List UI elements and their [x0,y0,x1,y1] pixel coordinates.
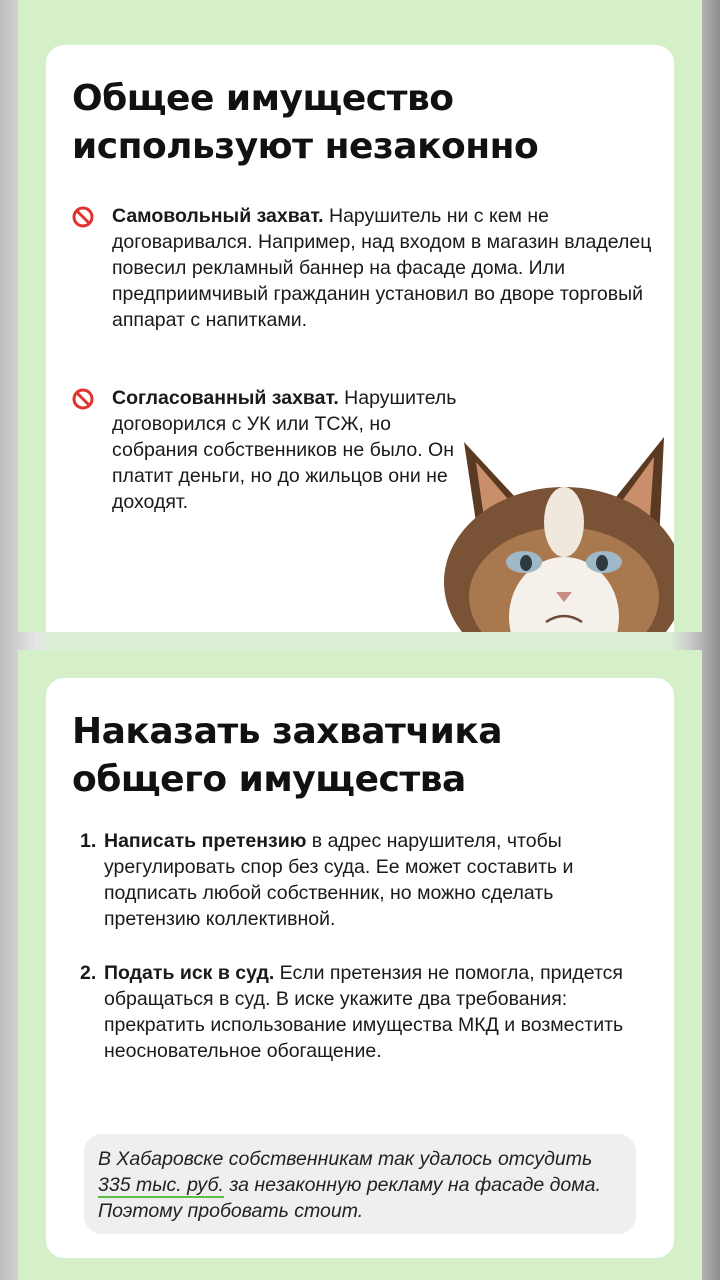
item-text: Нарушитель договорился с УК или ТСЖ, но собрания собственников не было. Он платит деньги, но до жильцов они не доходят. [112,387,457,513]
slide-1-title: Общее имущество используют незаконно [72,78,539,167]
item-text: Нарушитель ни с кем не договаривался. Например, над входом в магазин владелец повесил рекламный баннер на фасаде дома. Или предприимчивый гражданин установил во дворе торговый аппарат с напитками. [112,205,652,331]
list-item [72,828,652,932]
item-title: Подать иск в суд. [104,962,275,984]
list-item [72,960,652,1064]
slide-2 [18,650,702,1280]
slide-2-title: Наказать захватчика общего имущества [72,711,503,800]
item-number: 2. [80,962,97,984]
item-text: в адрес нарушителя, чтобы урегулировать спор без суда. Ее может составить и подписать любой собственник, но можно сделать претензию коллективной. [104,830,574,930]
item-title: Написать претензию [104,830,307,852]
list-item [72,203,652,333]
note-text-before: В Хабаровске собственникам так удалось отсудить [98,1148,593,1170]
slide-1-card [46,45,674,632]
prohibited-icon [72,388,94,410]
item-title: Согласованный захват. [112,387,339,409]
note-text-after: за незаконную рекламу на фасаде дома. Поэтому пробовать стоит. [98,1174,601,1222]
slide-1 [18,0,702,632]
note-box [84,1134,636,1234]
item-number: 1. [80,830,97,852]
slide-2-card [46,678,674,1258]
prohibited-icon [72,206,94,228]
item-title: Самовольный захват. [112,205,324,227]
note-highlight: 335 тыс. руб. [98,1174,224,1196]
item-text: Если претензия не помогла, придется обращаться в суд. В иске укажите два требования: прекратить использование имущества МКД и возместить неосновательное обогащение. [104,962,624,1062]
grumpy-cat-illustration [434,432,674,632]
